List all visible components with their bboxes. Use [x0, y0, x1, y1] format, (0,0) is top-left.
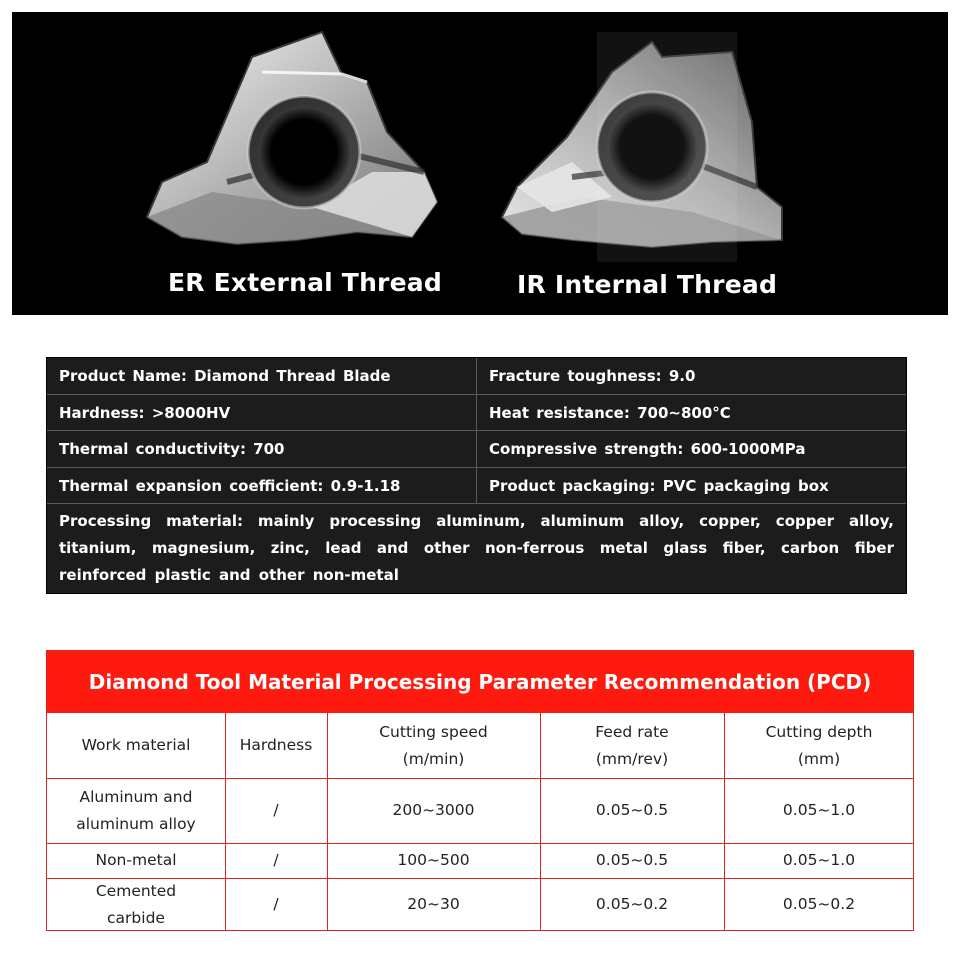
spec-cell-hardness: Hardness: >8000HV — [47, 395, 477, 430]
column-header-cutting-depth — [724, 713, 914, 778]
column-header-cutting-speed — [327, 713, 540, 778]
spec-processing-material: Processing material: mainly processing aluminum, aluminum alloy, copper, copper alloy, titanium, magnesium, zinc, lead and other non-ferrous metal glass fiber, carbon fiber reinforced plastic and other non-metal — [59, 512, 894, 584]
table-cell-material — [47, 778, 225, 843]
thread-inserts-illustration — [12, 12, 948, 315]
ir-insert-image — [502, 32, 782, 262]
column-header-hardness — [225, 713, 327, 778]
spec-cell-thermal-conductivity: Thermal conductivity: 700 — [47, 431, 477, 467]
column-header-label: Cutting depth — [765, 722, 873, 741]
spec-cell-fracture-toughness: Fracture toughness: 9.0 — [489, 367, 696, 385]
table-cell-material — [47, 843, 225, 878]
column-header-label: Cutting speed — [379, 722, 488, 741]
material-label: Cemented — [95, 881, 177, 900]
table-cell-hardness: / — [273, 851, 279, 869]
spec-row — [47, 431, 906, 468]
spec-cell-product-name: Product Name: Diamond Thread Blade — [47, 358, 477, 394]
er-external-thread-caption: ER External Thread — [168, 268, 442, 297]
product-photo-banner — [12, 12, 948, 315]
table-cell-feed-rate: 0.05~0.2 — [595, 895, 669, 913]
material-label: aluminum alloy — [76, 814, 196, 833]
ir-internal-thread-caption: IR Internal Thread — [517, 270, 778, 299]
table-cell-cutting-speed: 100~500 — [397, 851, 470, 869]
table-cell-cutting-speed: 20~30 — [407, 895, 460, 913]
column-header-label: Hardness — [239, 736, 313, 754]
spec-row — [47, 468, 906, 504]
column-header-unit: (m/min) — [402, 749, 465, 768]
material-label: Non-metal — [95, 851, 177, 869]
pcd-table-title: Diamond Tool Material Processing Parameter Recommendation (PCD) — [47, 651, 913, 713]
spec-cell-product-packaging: Product packaging: PVC packaging box — [489, 477, 829, 495]
spec-cell-heat-resistance: Heat resistance: 700~800°C — [489, 404, 731, 422]
spec-cell-thermal-expansion: Thermal expansion coefficient: 0.9-1.18 — [47, 468, 477, 503]
material-label: carbide — [107, 908, 165, 927]
column-header-unit: (mm) — [797, 749, 841, 768]
spec-cell-compressive-strength: Compressive strength: 600-1000MPa — [489, 440, 806, 458]
column-header-label: Feed rate — [595, 722, 669, 741]
table-cell-cutting-depth: 0.05~0.2 — [782, 895, 856, 913]
column-header-work-material — [47, 713, 225, 778]
table-cell-hardness: / — [273, 801, 279, 819]
table-cell-material — [47, 878, 225, 931]
column-header-unit: (mm/rev) — [595, 749, 669, 768]
spec-row — [47, 395, 906, 431]
table-cell-feed-rate: 0.05~0.5 — [595, 851, 669, 869]
er-insert-image — [147, 32, 437, 244]
table-cell-cutting-depth: 0.05~1.0 — [782, 851, 856, 869]
material-label: Aluminum and — [79, 787, 193, 806]
pcd-parameter-table — [46, 650, 914, 931]
table-cell-cutting-depth: 0.05~1.0 — [782, 801, 856, 819]
table-cell-hardness: / — [273, 895, 279, 913]
spec-row — [47, 358, 906, 395]
table-cell-cutting-speed: 200~3000 — [392, 801, 475, 819]
product-spec-table — [46, 357, 907, 594]
table-cell-feed-rate: 0.05~0.5 — [595, 801, 669, 819]
column-header-label: Work material — [81, 736, 191, 754]
column-header-feed-rate — [540, 713, 724, 778]
